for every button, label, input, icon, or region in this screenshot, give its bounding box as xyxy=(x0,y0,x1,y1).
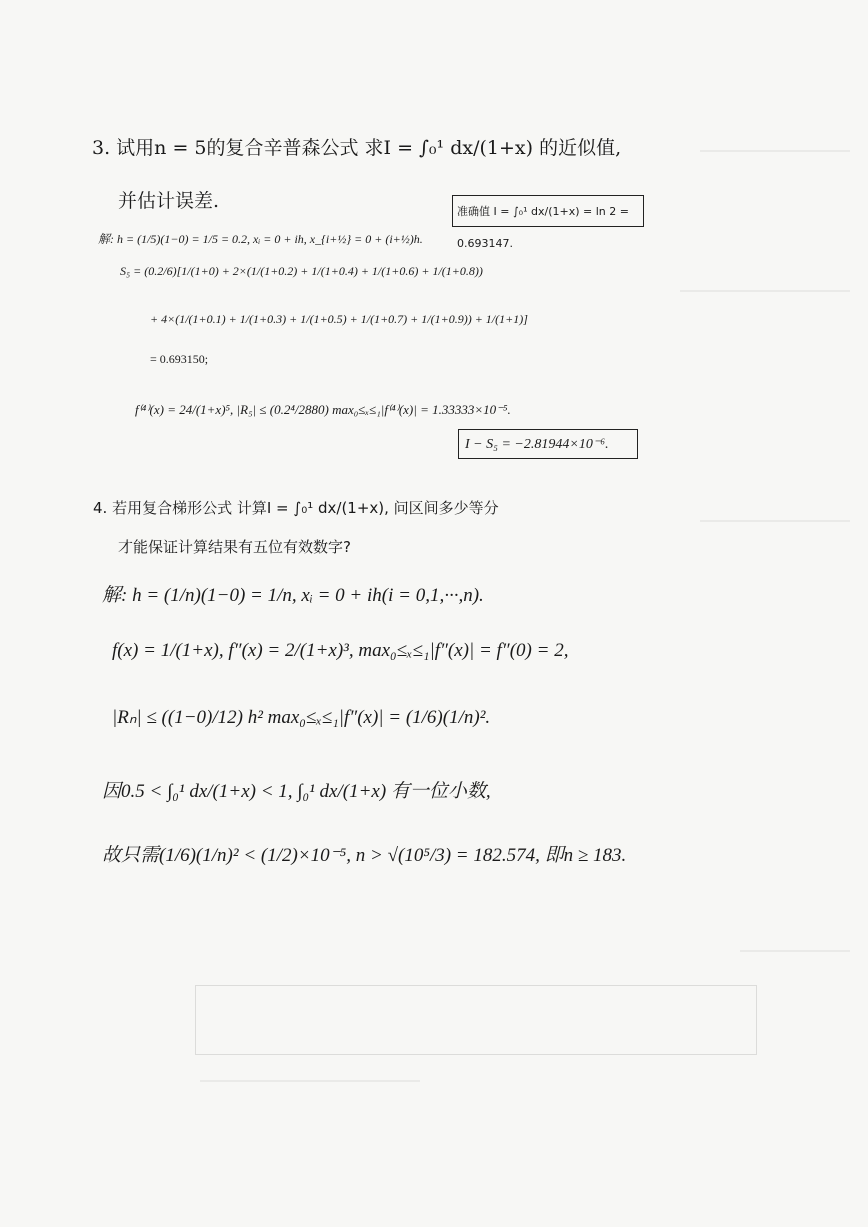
bleed-through-mark xyxy=(200,1080,420,1082)
problem3-question-line2: 并估计误差. xyxy=(118,190,220,212)
problem3-question-line1: 3. 试用n = 5的复合辛普森公式 求I = ∫₀¹ dx/(1+x) 的近似值, xyxy=(92,137,622,159)
exact-value-box: 准确值 I = ∫₀¹ dx/(1+x) = ln 2 = 0.693147. xyxy=(452,195,644,227)
problem4-step2: f(x) = 1/(1+x), f″(x) = 2/(1+x)³, max₀≤ₓ≤₁|f″(x)| = f″(0) = 2, xyxy=(112,640,569,661)
problem4-question-line1: 4. 若用复合梯形公式 计算I = ∫₀¹ dx/(1+x), 问区间多少等分 xyxy=(93,499,499,517)
bleed-through-table xyxy=(195,985,757,1055)
problem4-step4: 因0.5 < ∫₀¹ dx/(1+x) < 1, ∫₀¹ dx/(1+x) 有一位小数, xyxy=(102,781,491,802)
problem4-step5: 故只需(1/6)(1/n)² < (1/2)×10⁻⁵, n > √(10⁵/3) = 182.574, 即n ≥ 183. xyxy=(102,845,627,866)
simpson-formula-line2: + 4×(1/(1+0.1) + 1/(1+0.3) + 1/(1+0.5) + 1/(1+0.7) + 1/(1+0.9)) + 1/(1+1)] xyxy=(150,312,528,326)
simpson-formula-line1: S₅ = (0.2/6)[1/(1+0) + 2×(1/(1+0.2) + 1/(1+0.4) + 1/(1+0.6) + 1/(1+0.8)) xyxy=(120,264,483,278)
bleed-through-mark xyxy=(680,290,850,292)
bleed-through-mark xyxy=(740,950,850,952)
simpson-result: = 0.693150; xyxy=(150,352,209,366)
actual-error-box: I − S₅ = −2.81944×10⁻⁶. xyxy=(458,429,638,459)
bleed-through-mark xyxy=(700,150,850,152)
problem4-step1: 解: h = (1/n)(1−0) = 1/n, xᵢ = 0 + ih(i = 0,1,···,n). xyxy=(102,585,484,606)
bleed-through-mark xyxy=(700,520,850,522)
problem4-step3: |Rₙ| ≤ ((1−0)/12) h² max₀≤ₓ≤₁|f″(x)| = (1/6)(1/n)². xyxy=(112,707,491,728)
problem4-question-line2: 才能保证计算结果有五位有效数字? xyxy=(118,538,351,556)
derivative-bound: f⁽⁴⁾(x) = 24/(1+x)⁵, |R₅| ≤ (0.2⁴/2880) max₀≤ₓ≤₁|f⁽⁴⁾(x)| = 1.33333×10⁻⁵. xyxy=(135,402,511,417)
problem3-solution-step: 解: h = (1/5)(1−0) = 1/5 = 0.2, xᵢ = 0 + ih, x_{i+½} = 0 + (i+½)h. xyxy=(98,232,423,246)
